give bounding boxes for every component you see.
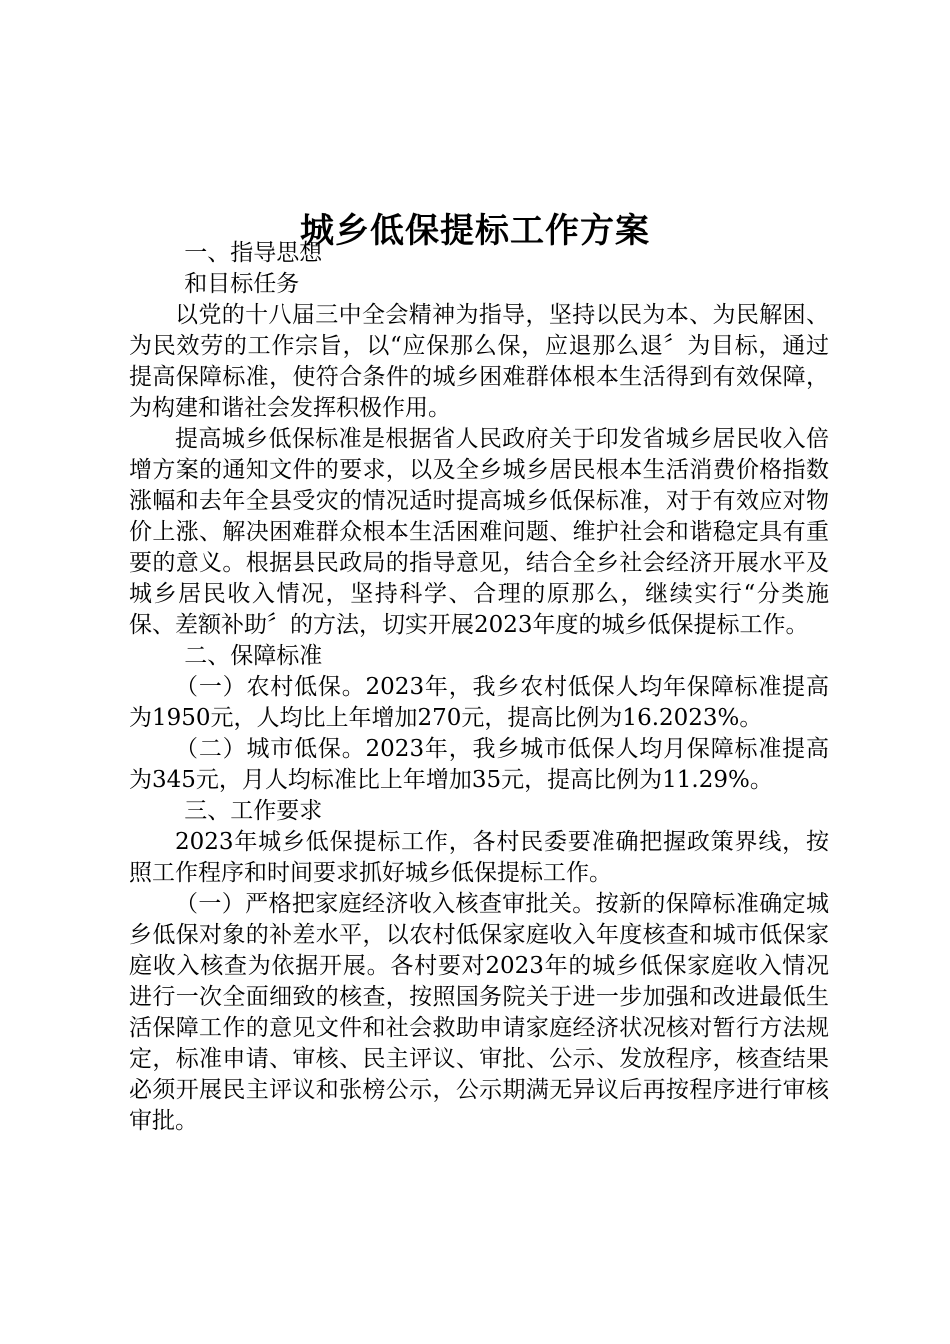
paragraph-guiding-principle: 以党的十八届三中全会精神为指导，坚持以民为本、为民解困、为民效劳的工作宗旨，以“应保那么保，应退那么退〞为目标，通过提高保障标准，使符合条件的城乡困难群体根本生活得到有效保障，为构建和谐社会发挥积极作用。 xyxy=(129,302,829,421)
paragraph-income-verification: （一）严格把家庭经济收入核查审批关。按新的保障标准确定城乡低保对象的补差水平，以农村低保家庭收入年度核查和城市低保家庭收入核查为依据开展。各村要对2023年的城乡低保家庭收入情况进行一次全面细致的核查，按照国务院关于进一步加强和改进最低生活保障工作的意见文件和社会救助申请家庭经济状况核对暂行方法规定，标准申请、审核、民主评议、审批、公示、发放程序，核查结果必须开展民主评议和张榜公示，公示期满无异议后再按程序进行审核审批。 xyxy=(129,891,829,1134)
document-body xyxy=(129,238,829,1137)
paragraph-rural-subsistence: （一）农村低保。2023年，我乡农村低保人均年保障标准提高为1950元，人均比上年增加270元，提高比例为16.2023%。 xyxy=(129,674,829,731)
section-heading-guiding-thought: 一、指导思想 xyxy=(184,240,323,266)
paragraph-urban-subsistence: （二）城市低保。2023年，我乡城市低保人均月保障标准提高为345元，月人均标准比上年增加35元，提高比例为11.29%。 xyxy=(129,736,829,793)
paragraph-raising-standards: 提高城乡低保标准是根据省人民政府关于印发省城乡居民收入倍增方案的通知文件的要求，以及全乡城乡居民根本生活消费价格指数涨幅和去年全县受灾的情况适时提高城乡低保标准，对于有效应对物价上涨、解决困难群众根本生活困难问题、维护社会和谐稳定具有重要的意义。根据县民政局的指导意见，结合全乡社会经济开展水平及城乡居民收入情况，坚持科学、合理的原那么，继续实行“分类施保、差额补助〞的方法，切实开展2023年度的城乡低保提标工作。 xyxy=(129,426,829,638)
section-heading-objectives: 和目标任务 xyxy=(184,271,300,297)
document-title: 城乡低保提标工作方案 xyxy=(300,210,650,251)
section-heading-work-requirements: 三、工作要求 xyxy=(184,798,323,824)
paragraph-work-overview: 2023年城乡低保提标工作，各村民委要准确把握政策界线，按照工作程序和时间要求抓好城乡低保提标工作。 xyxy=(129,829,829,886)
section-heading-guarantee-standards: 二、保障标准 xyxy=(184,643,323,669)
